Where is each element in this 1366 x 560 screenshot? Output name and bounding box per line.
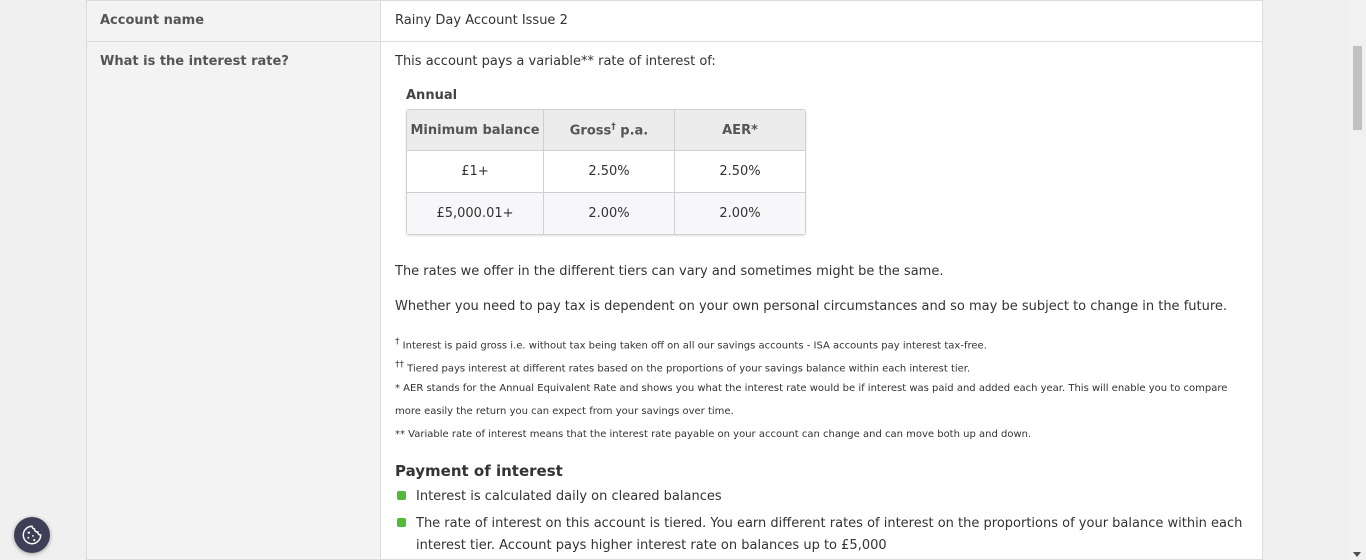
green-bullet-icon [397,518,406,527]
cell-min-balance: £1+ [407,151,544,193]
rates-table-caption: Annual [406,88,458,103]
table-row [407,151,805,193]
cell-gross: 2.00% [544,193,675,234]
header-gross: Gross† p.a. [544,110,675,151]
cell-aer: 2.50% [675,151,805,193]
product-details-panel [86,0,1263,560]
rates-table [406,109,806,235]
green-bullet-icon [397,491,406,500]
cell-gross: 2.50% [544,151,675,193]
page-scrollbar[interactable] [1349,0,1366,560]
interest-intro-text: This account pays a variable** rate of interest of: [395,54,716,69]
account-name-value: Rainy Day Account Issue 2 [395,13,568,28]
cell-min-balance: £5,000.01+ [407,193,544,234]
footnote-variable: ** Variable rate of interest means that the interest rate payable on your account can change and can move both up and down. [395,429,1032,440]
header-min-balance: Minimum balance [407,110,544,151]
tax-paragraph: Whether you need to pay tax is dependent on your own personal circumstances and so may be subject to change in the future. [395,299,1228,314]
footnote-gross: † Interest is paid gross i.e. without tax being taken off on all our savings accounts - ISA accounts pay interest tax-free. [395,337,987,352]
cell-aer: 2.00% [675,193,805,234]
label-column [87,1,381,559]
payment-of-interest-heading: Payment of interest [395,462,563,480]
rates-table-wrapper [406,88,806,235]
footnote-tiered: †† Tiered pays interest at different rates based on the proportions of your savings balance within each interest tier. [395,360,971,375]
scrollbar-thumb[interactable] [1353,46,1362,130]
list-item: Interest is calculated daily on cleared balances [395,486,1245,508]
interest-rate-label: What is the interest rate? [100,54,289,69]
tiers-paragraph: The rates we offer in the different tiers can vary and sometimes might be the same. [395,264,944,279]
header-aer: AER* [675,110,805,151]
row-divider [87,41,1262,42]
list-item: The rate of interest on this account is tiered. You earn different rates of interest on the proportions of your balance within each interest tier. Account pays higher interest rate on balances up to £5,000 [395,513,1245,557]
cookie-settings-button[interactable] [14,517,50,553]
account-name-label: Account name [100,13,205,28]
scroll-down-arrow-icon[interactable] [1353,552,1361,557]
footnote-aer: * AER stands for the Annual Equivalent Rate and shows you what the interest rate would be if interest was paid and added each year. This will enable you to compare more easily the return you can expect from your savings over time. [395,383,1228,417]
table-row [407,193,805,234]
cookie-icon [21,524,43,546]
